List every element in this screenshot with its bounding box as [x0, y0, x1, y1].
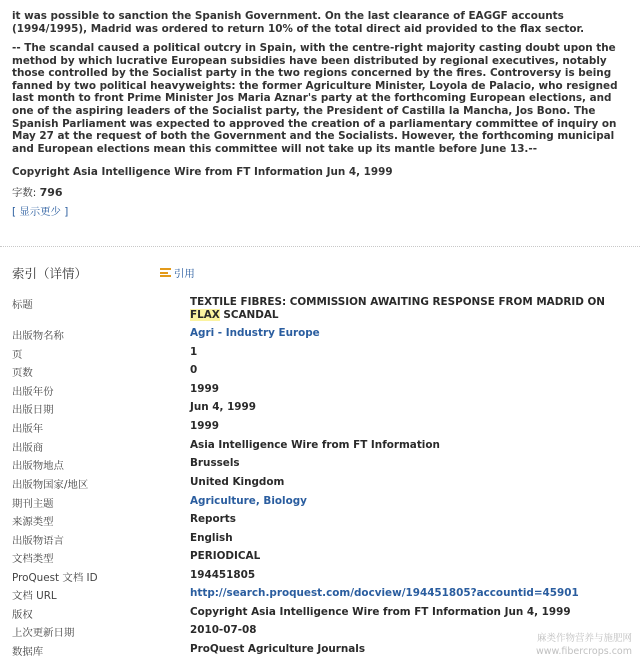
- field-label: 出版物国家/地区: [12, 479, 89, 491]
- field-value: 1: [190, 346, 198, 358]
- word-count: [12, 184, 63, 199]
- field-value: ProQuest Agriculture Journals: [190, 643, 366, 655]
- word-count-value: 796: [39, 186, 63, 199]
- field-value: Reports: [190, 513, 236, 525]
- subject-link-biology[interactable]: Biology: [263, 495, 307, 507]
- show-less-close: ]: [60, 206, 69, 218]
- index-section-title: 索引（详情）: [12, 266, 88, 281]
- field-label: 标题: [12, 299, 33, 311]
- field-label: ProQuest 文档 ID: [12, 572, 98, 584]
- field-value: Copyright Asia Intelligence Wire from FT Information Jun 4, 1999: [190, 606, 571, 618]
- field-value: 1999: [190, 383, 219, 395]
- pub-title-link[interactable]: Agri - Industry Europe: [190, 327, 320, 339]
- word-count-label: 字数:: [12, 187, 37, 199]
- field-value: Brussels: [190, 457, 240, 469]
- field-label: 出版年: [12, 423, 44, 435]
- article-paragraph-2: -- The scandal caused a political outcry in Spain, with the centre-right majority casting doubt upon the method by which lucrative European subsidies have been distributed by regional executives, notably those controlled by the Socialist party in the two regions concerned by the fires. Controversy is being fanned by two political heavyweights: the former Agriculture Minister, Loyola de Palacio, who resigned last month to front Prime Minister Jos Maria Aznar's party at the forthcoming European elections, and one of the aspiring leaders of the Socialist party, the President of Castilla la Mancha, Jos Bono. The Spanish Parliament was expected to approved the creation of a parliamentary committee of inquiry on May 27 at the request of both the Government and the Socialists. However, the forthcoming municipal and European elections mean this committee will not take up its mantle before June 13.--: [12, 42, 618, 155]
- field-label: 上次更新日期: [12, 627, 75, 639]
- field-label: 出版日期: [12, 404, 54, 416]
- field-value: PERIODICAL: [190, 550, 261, 562]
- field-label: 文档类型: [12, 553, 54, 565]
- field-value: [190, 495, 630, 508]
- article-copyright: Copyright Asia Intelligence Wire from FT Information Jun 4, 1999: [12, 166, 393, 178]
- field-label: 版权: [12, 609, 33, 621]
- field-value: 2010-07-08: [190, 624, 257, 636]
- show-less-label[interactable]: 显示更少: [19, 206, 61, 218]
- field-value: United Kingdom: [190, 476, 285, 488]
- cite-list-icon: [160, 268, 171, 277]
- watermark-line-2: www.fibercrops.com: [535, 646, 632, 657]
- field-label: 页数: [12, 367, 33, 379]
- field-value: 194451805: [190, 569, 256, 581]
- field-label: 出版物语言: [12, 535, 64, 547]
- field-label: 出版年份: [12, 386, 54, 398]
- field-label: 文档 URL: [12, 590, 57, 602]
- search-highlight: FLAX: [190, 308, 220, 321]
- field-value: 1999: [190, 420, 219, 432]
- section-divider: [0, 246, 640, 247]
- field-value: English: [190, 532, 233, 544]
- watermark-line-1: 麻类作物营养与施肥网: [536, 633, 632, 644]
- field-label: 期刊主题: [12, 498, 54, 510]
- cite-button[interactable]: [160, 265, 195, 280]
- field-label: 出版物名称: [12, 330, 64, 342]
- doc-url-link[interactable]: http://search.proquest.com/docview/194451805?accountid=45901: [190, 587, 579, 599]
- title-text-before: TEXTILE FIBRES: COMMISSION AWAITING RESPONSE FROM MADRID ON: [190, 296, 605, 308]
- show-less-open: [: [12, 206, 20, 218]
- title-text-after: SCANDAL: [219, 308, 279, 321]
- field-value: Asia Intelligence Wire from FT Information: [190, 439, 440, 451]
- field-label: 出版物地点: [12, 460, 64, 472]
- show-less-link[interactable]: [12, 203, 68, 218]
- subject-link-agriculture[interactable]: Agriculture: [190, 495, 256, 507]
- cite-label: 引用: [174, 268, 195, 280]
- field-label: 数据库: [12, 646, 44, 658]
- field-value: [190, 296, 630, 321]
- field-label: 出版商: [12, 442, 44, 454]
- field-value: Jun 4, 1999: [190, 401, 256, 413]
- article-paragraph-1: it was possible to sanction the Spanish Government. On the last clearance of EAGGF accounts (1994/1995), Madrid was ordered to return 10% of the total direct aid provided to the flax sector.: [12, 10, 585, 35]
- subject-separator: ,: [255, 495, 264, 507]
- field-label: 页: [12, 349, 23, 361]
- field-value: 0: [190, 364, 198, 376]
- site-watermark: [536, 632, 632, 658]
- field-label: 来源类型: [12, 516, 54, 528]
